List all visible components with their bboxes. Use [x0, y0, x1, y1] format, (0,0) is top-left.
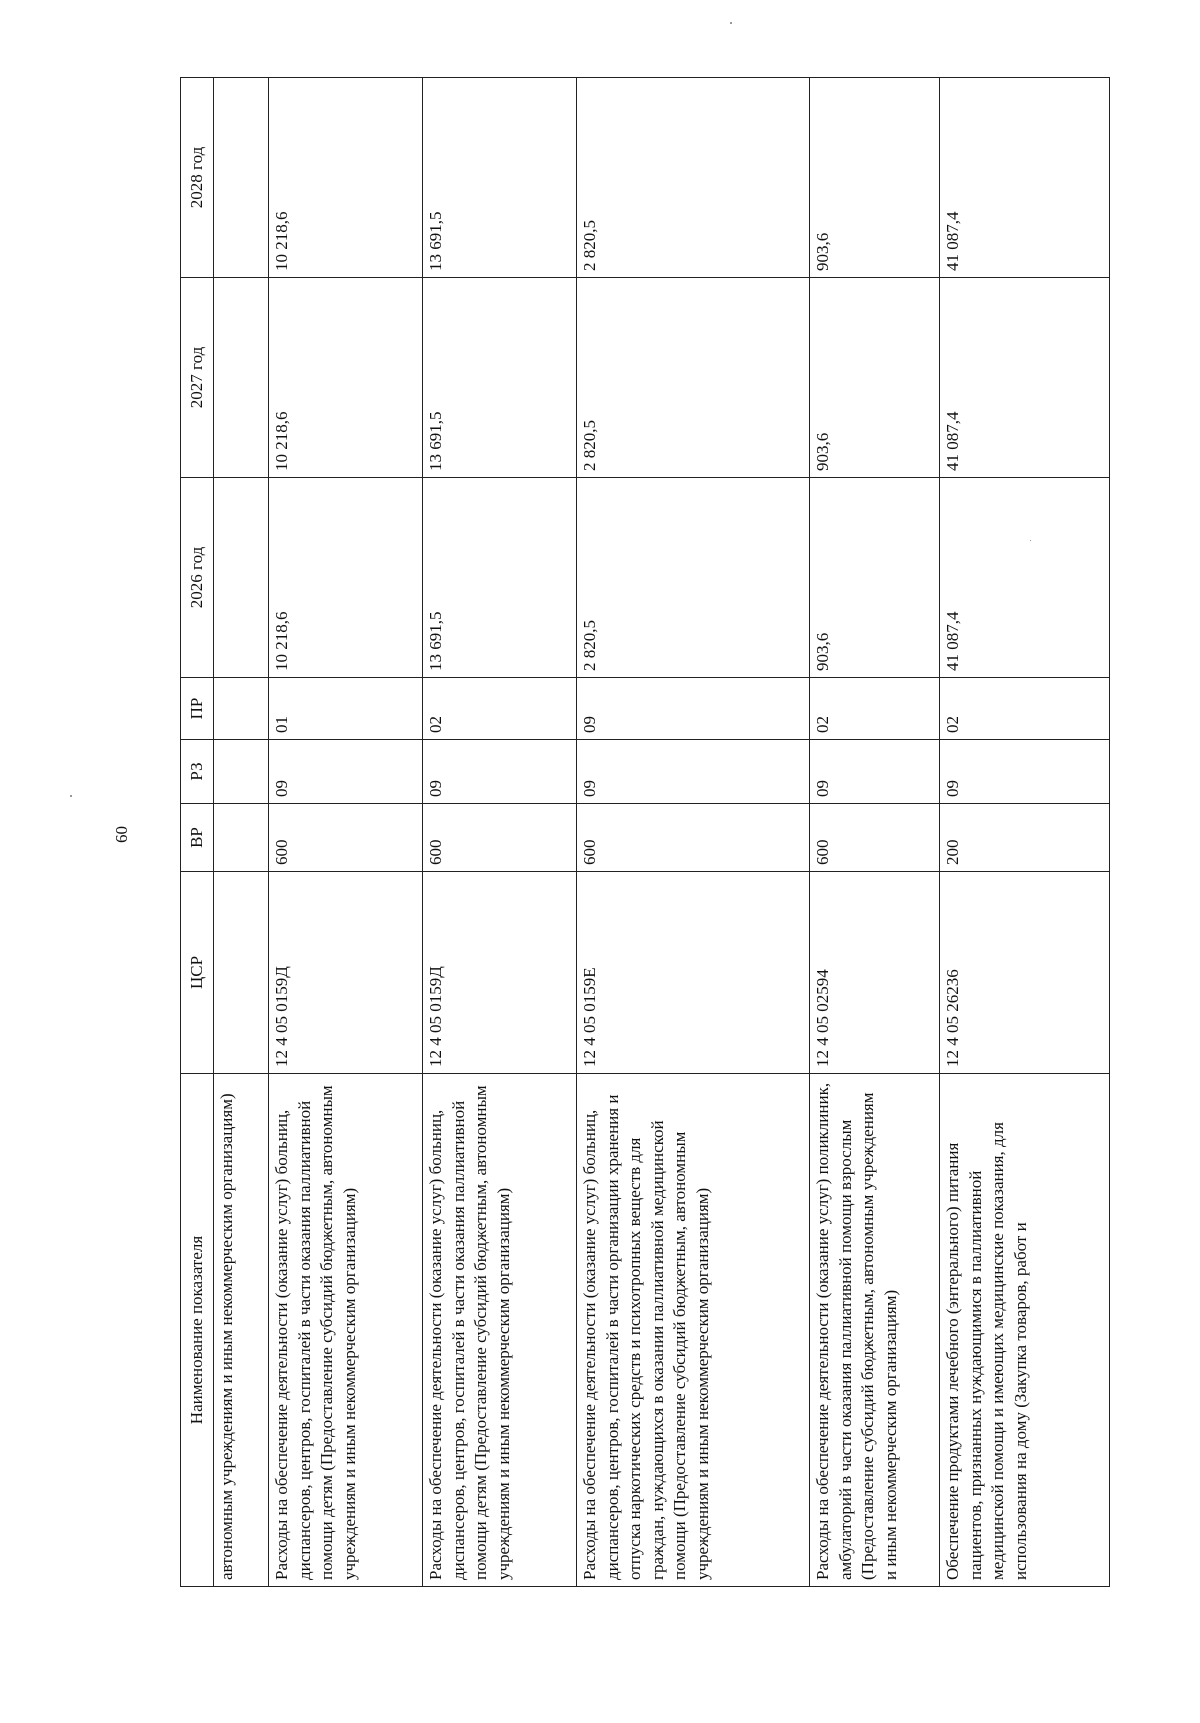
header-2026: 2026 год	[181, 478, 214, 678]
cell-2028: 10 218,6	[269, 78, 423, 278]
cell-pr: 09	[577, 678, 810, 740]
scan-speck	[70, 795, 72, 797]
cell-vr: 600	[810, 804, 940, 872]
cell-2027: 2 820,5	[577, 278, 810, 478]
cell-2027: 10 218,6	[269, 278, 423, 478]
table-header-row	[181, 78, 214, 1587]
header-name: Наименование показателя	[181, 1074, 214, 1587]
table-row	[810, 78, 940, 1587]
cell-name: Расходы на обеспечение деятельности (оказание услуг) больниц, диспансеров, центров, госпиталей в части оказания паллиативной помощи детям (Предоставление субсидий бюджетным, автономным учреждениям и иным некоммерческим организациям)	[269, 1074, 423, 1587]
cell-pr	[214, 678, 269, 740]
table-row	[269, 78, 423, 1587]
cell-csr: 12 4 05 0159Д	[269, 872, 423, 1074]
header-2027: 2027 год	[181, 278, 214, 478]
cell-2027: 13 691,5	[423, 278, 577, 478]
cell-2028: 903,6	[810, 78, 940, 278]
cell-2027: 41 087,4	[940, 278, 1110, 478]
cell-rz	[214, 740, 269, 804]
table-row	[423, 78, 577, 1587]
cell-name: автономным учреждениям и иным некоммерческим организациям)	[214, 1074, 269, 1587]
cell-csr: 12 4 05 0159Е	[577, 872, 810, 1074]
cell-rz: 09	[577, 740, 810, 804]
header-rz: РЗ	[181, 740, 214, 804]
cell-vr: 600	[423, 804, 577, 872]
table-row	[940, 78, 1110, 1587]
header-vr: ВР	[181, 804, 214, 872]
cell-csr: 12 4 05 02594	[810, 872, 940, 1074]
cell-csr: 12 4 05 26236	[940, 872, 1110, 1074]
cell-2026: 903,6	[810, 478, 940, 678]
cell-rz: 09	[940, 740, 1110, 804]
cell-vr: 200	[940, 804, 1110, 872]
table-row	[577, 78, 810, 1587]
cell-2028: 41 087,4	[940, 78, 1110, 278]
cell-rz: 09	[810, 740, 940, 804]
cell-name: Расходы на обеспечение деятельности (оказание услуг) больниц, диспансеров, центров, госпиталей в части оказания паллиативной помощи детям (Предоставление субсидий бюджетным, автономным учреждениям и иным некоммерческим организациям)	[423, 1074, 577, 1587]
cell-vr	[214, 804, 269, 872]
cell-pr: 02	[810, 678, 940, 740]
rotated-page-content	[180, 98, 1110, 1587]
page-number: 60	[112, 826, 131, 843]
scan-speck	[730, 22, 732, 24]
cell-2028	[214, 78, 269, 278]
cell-pr: 02	[423, 678, 577, 740]
header-pr: ПР	[181, 678, 214, 740]
cell-name: Обеспечение продуктами лечебного (энтерального) питания пациентов, признанных нуждающимися в паллиативной медицинской помощи и имеющих медицинские показания, для использования на дому (Закупка товаров, работ и	[940, 1074, 1110, 1587]
cell-2027: 903,6	[810, 278, 940, 478]
cell-2028: 2 820,5	[577, 78, 810, 278]
cell-2026: 41 087,4	[940, 478, 1110, 678]
cell-2027	[214, 278, 269, 478]
table-row	[214, 78, 269, 1587]
cell-2026: 13 691,5	[423, 478, 577, 678]
cell-name: Расходы на обеспечение деятельности (оказание услуг) больниц, диспансеров, центров, госпиталей в части организации хранения и отпуска наркотических средств и психотропных веществ для граждан, нуждающихся в оказании паллиативной медицинской помощи (Предоставление субсидий бюджетным, автономным учреждениям и иным некоммерческим организациям)	[577, 1074, 810, 1587]
cell-2028: 13 691,5	[423, 78, 577, 278]
scan-speck	[1030, 540, 1031, 541]
cell-csr	[214, 872, 269, 1074]
budget-table	[180, 77, 1110, 1587]
cell-2026: 2 820,5	[577, 478, 810, 678]
cell-pr: 01	[269, 678, 423, 740]
cell-2026	[214, 478, 269, 678]
cell-2026: 10 218,6	[269, 478, 423, 678]
cell-name: Расходы на обеспечение деятельности (оказание услуг) поликлиник, амбулаторий в части оказания паллиативной помощи взрослым (Предоставление субсидий бюджетным, автономным учреждениям и иным некоммерческим организациям)	[810, 1074, 940, 1587]
cell-pr: 02	[940, 678, 1110, 740]
cell-rz: 09	[269, 740, 423, 804]
cell-vr: 600	[269, 804, 423, 872]
cell-vr: 600	[577, 804, 810, 872]
header-csr: ЦСР	[181, 872, 214, 1074]
cell-rz: 09	[423, 740, 577, 804]
cell-csr: 12 4 05 0159Д	[423, 872, 577, 1074]
header-2028: 2028 год	[181, 78, 214, 278]
